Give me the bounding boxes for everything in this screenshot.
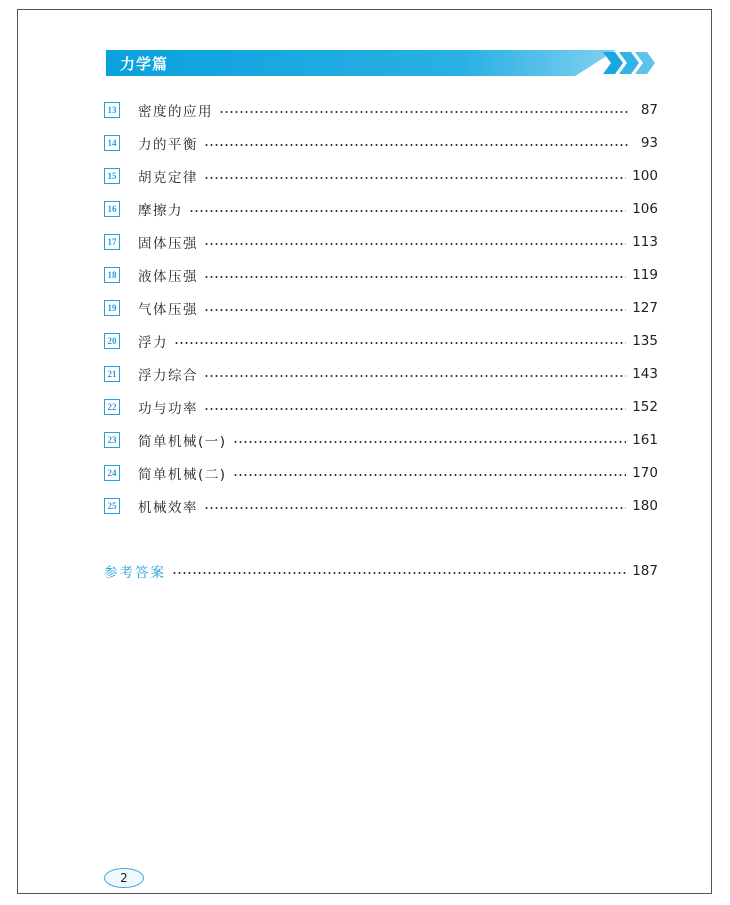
chapter-title: 功与功率 <box>138 401 198 417</box>
chevron-arrows-icon <box>601 50 658 76</box>
dot-leader <box>204 375 626 377</box>
page-number: 87 <box>640 102 658 118</box>
toc-row[interactable] <box>104 397 658 417</box>
dot-leader <box>204 243 626 245</box>
chapter-title: 固体压强 <box>138 236 198 252</box>
dot-leader <box>174 342 626 344</box>
chapter-title: 胡克定律 <box>138 170 198 186</box>
chapter-number: 15 <box>104 168 120 184</box>
page-number: 93 <box>640 135 658 151</box>
dot-leader <box>204 408 626 410</box>
chapter-number: 21 <box>104 366 120 382</box>
chapter-title: 浮力 <box>138 335 168 351</box>
chapter-number: 16 <box>104 201 120 217</box>
dot-leader <box>219 111 628 113</box>
chapter-number: 14 <box>104 135 120 151</box>
dot-leader <box>204 276 626 278</box>
banner-bar <box>106 50 616 76</box>
toc-row[interactable] <box>104 364 658 384</box>
dot-leader <box>172 572 626 574</box>
page-number: 127 <box>632 300 658 316</box>
dot-leader <box>233 474 627 476</box>
dot-leader <box>204 144 628 146</box>
dot-leader <box>204 309 626 311</box>
section-title: 力学篇 <box>120 55 169 73</box>
page-number: 106 <box>632 201 658 217</box>
chapter-title: 密度的应用 <box>138 104 213 120</box>
toc-row[interactable] <box>104 265 658 285</box>
chapter-number: 23 <box>104 432 120 448</box>
toc-row[interactable] <box>104 166 658 186</box>
toc-row[interactable] <box>104 199 658 219</box>
toc-row[interactable] <box>104 496 658 516</box>
toc-row[interactable] <box>104 298 658 318</box>
page-number: 143 <box>632 366 658 382</box>
toc-row[interactable] <box>104 133 658 153</box>
answers-page-number: 187 <box>632 563 658 579</box>
chapter-title: 力的平衡 <box>138 137 198 153</box>
dot-leader <box>189 210 626 212</box>
chapter-number: 19 <box>104 300 120 316</box>
page-number: 170 <box>632 465 658 481</box>
page-number: 161 <box>632 432 658 448</box>
toc-row[interactable] <box>104 430 658 450</box>
page-number: 180 <box>632 498 658 514</box>
page-number: 113 <box>632 234 658 250</box>
page-number: 100 <box>632 168 658 184</box>
toc-row[interactable] <box>104 463 658 483</box>
chapter-number: 22 <box>104 399 120 415</box>
chapter-title: 气体压强 <box>138 302 198 318</box>
chapter-title: 摩擦力 <box>138 203 183 219</box>
page-number-badge: 2 <box>104 868 144 888</box>
dot-leader <box>204 177 626 179</box>
toc-row[interactable] <box>104 331 658 351</box>
chapter-title: 液体压强 <box>138 269 198 285</box>
chapter-number: 17 <box>104 234 120 250</box>
page-number: 119 <box>632 267 658 283</box>
toc-row[interactable] <box>104 100 658 120</box>
chapter-number: 25 <box>104 498 120 514</box>
page-number: 152 <box>632 399 658 415</box>
chapter-number: 24 <box>104 465 120 481</box>
answers-row[interactable] <box>104 561 658 581</box>
chapter-number: 13 <box>104 102 120 118</box>
page-number: 135 <box>632 333 658 349</box>
section-banner <box>106 50 658 76</box>
chapter-title: 机械效率 <box>138 500 198 516</box>
answers-title: 参考答案 <box>104 565 166 581</box>
dot-leader <box>204 507 626 509</box>
chapter-title: 浮力综合 <box>138 368 198 384</box>
dot-leader <box>233 441 627 443</box>
chapter-number: 20 <box>104 333 120 349</box>
chapter-title: 简单机械(二) <box>138 467 227 483</box>
chapter-number: 18 <box>104 267 120 283</box>
chapter-title: 简单机械(一) <box>138 434 227 450</box>
toc-row[interactable] <box>104 232 658 252</box>
